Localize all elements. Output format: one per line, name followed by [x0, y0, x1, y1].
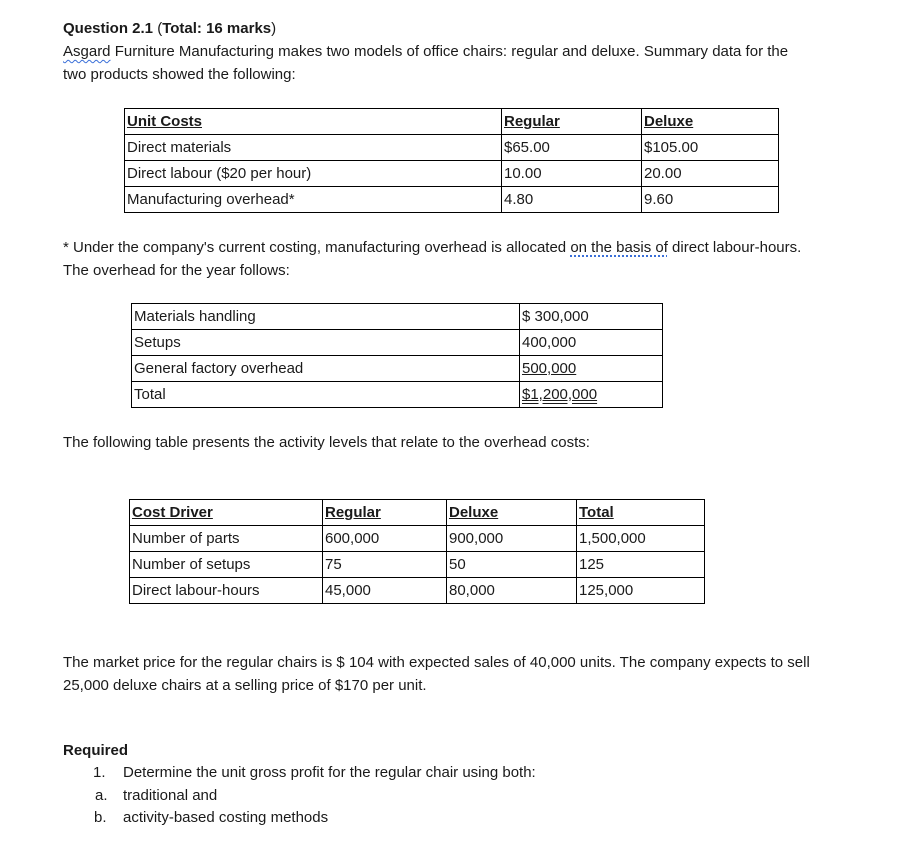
note-text: * Under the company's current costing, manufacturing overhead is allocated — [63, 239, 571, 256]
table-row — [132, 356, 663, 382]
table-header-cell: Deluxe — [642, 109, 779, 135]
required-item-text: Determine the unit gross profit for the regular chair using both: — [123, 764, 536, 781]
table-cell: 900,000 — [447, 526, 577, 552]
table-row — [130, 578, 705, 604]
question-title — [63, 20, 276, 37]
market-line1: The market price for the regular chairs is $ 104 with expected sales of 40,000 units. The company expects to sell — [63, 654, 810, 671]
table-cell: $105.00 — [642, 135, 779, 161]
market-paragraph — [63, 651, 810, 697]
table-header-cell: Deluxe — [447, 500, 577, 526]
table-cell: 45,000 — [323, 578, 447, 604]
table-row — [125, 187, 779, 213]
table-cell: 125 — [577, 552, 705, 578]
table-cell: 400,000 — [520, 330, 663, 356]
required-item-marker: b. — [94, 809, 107, 826]
table-cell: Direct labour-hours — [130, 578, 323, 604]
table-cell: $65.00 — [502, 135, 642, 161]
required-item-marker: 1. — [93, 764, 106, 781]
required-item-text: activity-based costing methods — [123, 809, 329, 826]
table-row — [132, 382, 663, 408]
table-cell: Manufacturing overhead* — [125, 187, 502, 213]
table-cell: Direct labour ($20 per hour) — [125, 161, 502, 187]
table-cell: $ 300,000 — [520, 304, 663, 330]
question-marks-close: ) — [271, 20, 277, 37]
table-cell: 500,000 — [520, 356, 663, 382]
intro-text: Furniture Manufacturing makes two models of office chairs: regular and deluxe. Summary data for the — [110, 43, 789, 60]
company-name: Asgard — [63, 43, 111, 60]
table-cell: Materials handling — [132, 304, 520, 330]
table-cell: 10.00 — [502, 161, 642, 187]
table-cell: 75 — [323, 552, 447, 578]
table-cell: General factory overhead — [132, 356, 520, 382]
table-cell: Number of setups — [130, 552, 323, 578]
question-intro — [63, 40, 788, 86]
table-row — [130, 526, 705, 552]
required-item-text: traditional and — [123, 787, 218, 804]
table-header-cell: Regular — [323, 500, 447, 526]
table-cell: Direct materials — [125, 135, 502, 161]
activity-table — [129, 499, 705, 604]
table-row — [125, 161, 779, 187]
table-cell: 125,000 — [577, 578, 705, 604]
required-heading: Required — [63, 742, 129, 759]
question-marks: Total: 16 marks — [162, 20, 272, 37]
table-cell: 4.80 — [502, 187, 642, 213]
table-row — [132, 304, 663, 330]
note-text-line2: The overhead for the year follows: — [63, 262, 290, 279]
table-header-cell: Regular — [502, 109, 642, 135]
table-header-cell: Total — [577, 500, 705, 526]
intro-text-line2: two products showed the following: — [63, 66, 296, 83]
table-cell: 80,000 — [447, 578, 577, 604]
table-header-cell: Cost Driver — [130, 500, 323, 526]
overhead-table — [131, 303, 663, 408]
table-cell: 20.00 — [642, 161, 779, 187]
table-row — [130, 500, 705, 526]
activity-intro: The following table presents the activity levels that relate to the overhead costs: — [63, 434, 590, 451]
table-cell: Total — [132, 382, 520, 408]
overhead-note — [63, 236, 801, 282]
table-row — [130, 552, 705, 578]
table-cell: Setups — [132, 330, 520, 356]
required-item-marker: a. — [95, 787, 108, 804]
note-text-underlined: on the basis of — [570, 239, 668, 256]
table-row — [132, 330, 663, 356]
question-marks-open: ( — [153, 20, 163, 37]
market-line2: 25,000 deluxe chairs at a selling price of $170 per unit. — [63, 677, 427, 694]
table-cell: 50 — [447, 552, 577, 578]
unit-costs-table — [124, 108, 779, 213]
table-cell: $1,200,000 — [520, 382, 663, 408]
table-row — [125, 109, 779, 135]
table-cell: Number of parts — [130, 526, 323, 552]
note-text-end: direct labour-hours. — [667, 239, 802, 256]
table-cell: 9.60 — [642, 187, 779, 213]
table-cell: 600,000 — [323, 526, 447, 552]
table-row — [125, 135, 779, 161]
question-number: Question 2.1 — [63, 20, 154, 37]
table-cell: 1,500,000 — [577, 526, 705, 552]
table-header-cell: Unit Costs — [125, 109, 502, 135]
